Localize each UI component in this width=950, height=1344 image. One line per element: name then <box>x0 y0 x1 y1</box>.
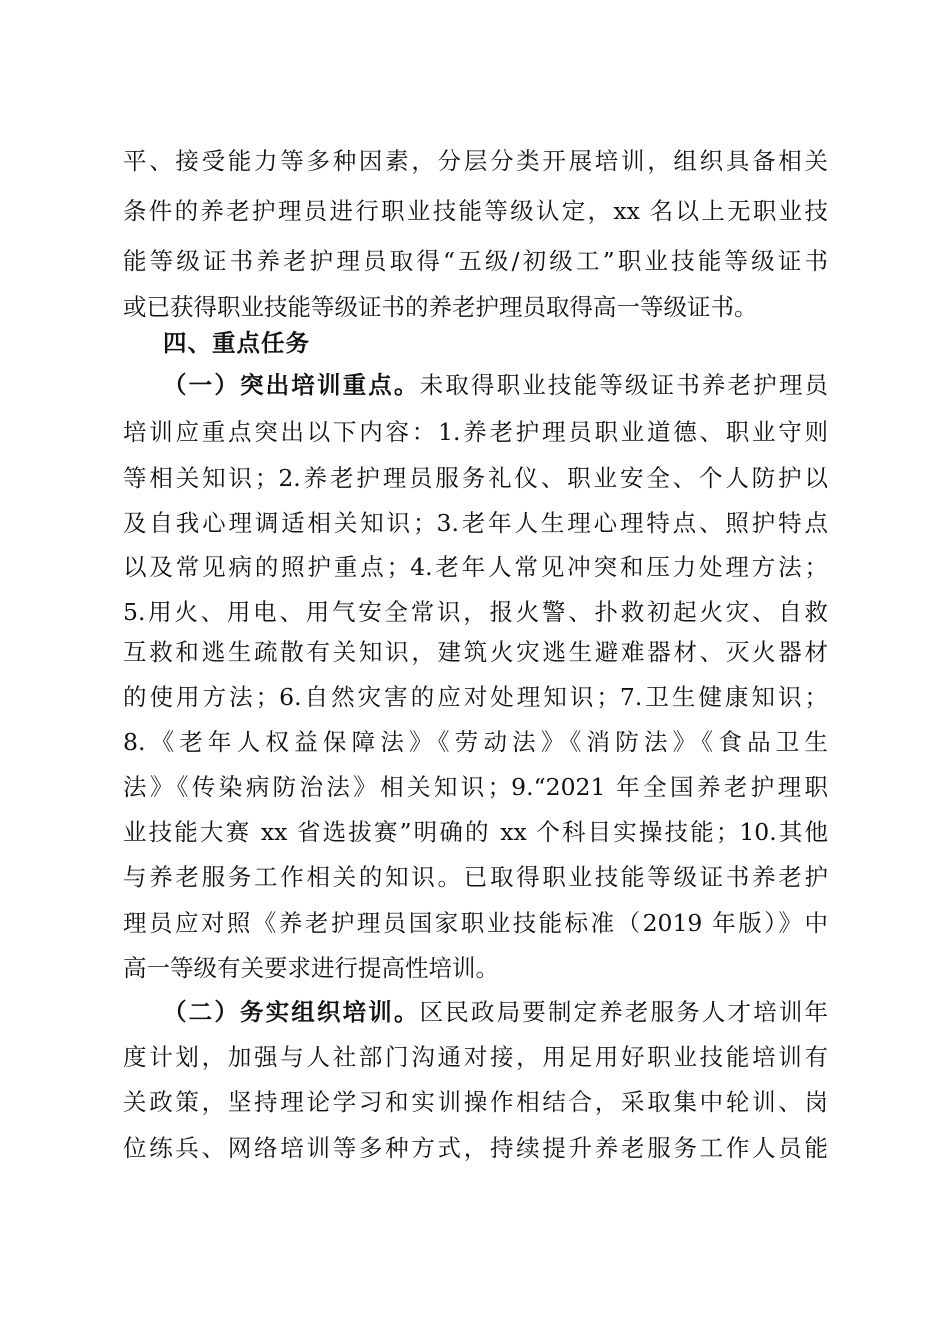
paragraph-2-line-9: 8.《老年人权益保障法》《劳动法》《消防法》《食品卫生 <box>123 728 828 756</box>
paragraph-2-line-8: 的使用方法；6.自然灾害的应对处理知识；7.卫生健康知识； <box>123 683 828 711</box>
paragraph-2-line-6: 5.用火、用电、用气安全常识，报火警、扑救初起火灾、自救 <box>123 598 828 626</box>
paragraph-2-line-11: 业技能大赛 xx 省选拔赛”明确的 xx 个科目实操技能；10.其他 <box>123 818 828 846</box>
paragraph-2-line-3: 等相关知识；2.养老护理员服务礼仪、职业安全、个人防护以 <box>123 464 828 492</box>
paragraph-3-line-4: 位练兵、网络培训等多种方式，持续提升养老服务工作人员能 <box>123 1134 828 1162</box>
paragraph-2-line-10: 法》《传染病防治法》相关知识；9.“2021 年全国养老护理职 <box>123 773 828 801</box>
paragraph-1-line-4: 或已获得职业技能等级证书的养老护理员取得高一等级证书。 <box>123 293 758 321</box>
paragraph-2-lead-text: 未取得职业技能等级证书养老护理员 <box>419 371 829 399</box>
paragraph-3-line-3: 关政策，坚持理论学习和实训操作相结合，采取集中轮训、岗 <box>123 1088 828 1116</box>
paragraph-2-line-14: 高一等级有关要求进行提高性培训。 <box>123 954 499 982</box>
paragraph-3-line-2: 度计划，加强与人社部门沟通对接，用足用好职业技能培训有 <box>123 1043 828 1071</box>
paragraph-2-line-1 <box>163 363 828 407</box>
paragraph-2-line-4: 及自我心理调适相关知识；3.老年人生理心理特点、照护特点 <box>123 509 828 537</box>
paragraph-2-lead-title: （一）突出培训重点。 <box>163 371 420 399</box>
paragraph-3-lead-text: 区民政局要制定养老服务人才培训年 <box>419 998 829 1026</box>
paragraph-2-line-12: 与养老服务工作相关的知识。已取得职业技能等级证书养老护 <box>123 863 828 891</box>
paragraph-1-line-2: 条件的养老护理员进行职业技能等级认定，xx 名以上无职业技 <box>123 197 828 225</box>
section-heading: 四、重点任务 <box>163 329 310 357</box>
paragraph-3-line-1 <box>163 990 828 1034</box>
paragraph-2-line-5: 以及常见病的照护重点；4.老年人常见冲突和压力处理方法； <box>123 553 828 581</box>
paragraph-2-line-7: 互救和逃生疏散有关知识，建筑火灾逃生避难器材、灭火器材 <box>123 638 828 666</box>
paragraph-3-lead-title: （二）务实组织培训。 <box>163 998 420 1026</box>
paragraph-1-line-3: 能等级证书养老护理员取得“五级/初级工”职业技能等级证书 <box>123 247 828 275</box>
paragraph-1-line-1: 平、接受能力等多种因素，分层分类开展培训，组织具备相关 <box>123 147 828 175</box>
paragraph-2-line-13: 理员应对照《养老护理员国家职业技能标准（2019 年版）》中 <box>123 909 828 937</box>
paragraph-2-line-2: 培训应重点突出以下内容：1.养老护理员职业道德、职业守则 <box>123 418 828 446</box>
